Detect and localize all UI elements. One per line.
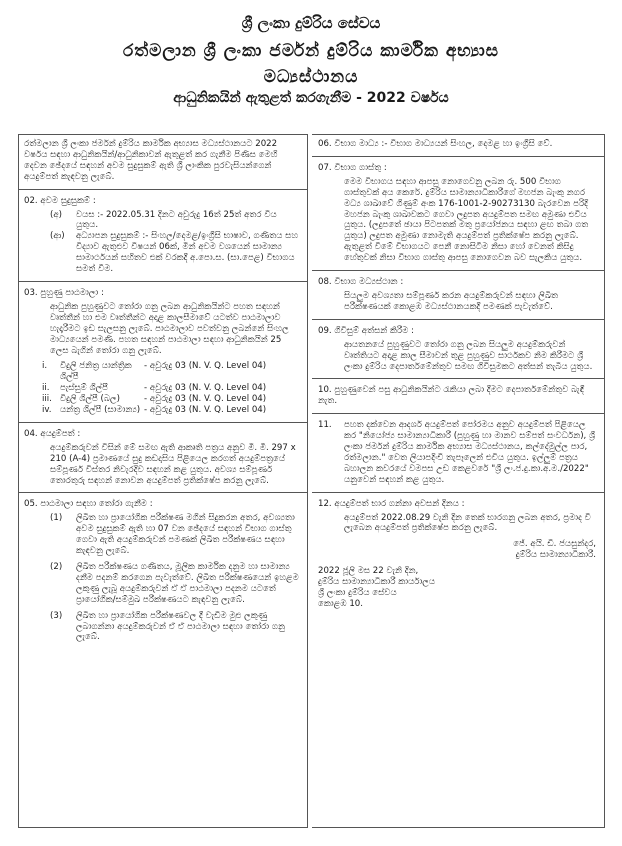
divider xyxy=(312,413,604,414)
clause-text: ලිඛිත පරීක්ෂණය ගණිතය, මූලික කාර්මික දනුම හා සාමාන්‍ය දනීම පදනම් කරගෙන පැවැත්වේ. ලිඛිත පරීක්ෂණයෙන් ඉහළම ලකුණු ලැබූ අයදුම්කරුවන් ඒ ඒ පාඨමාලා පදනම යටතේ ප්‍රායෝගික/සම්මුඛ පරීක්ෂණයට කැඳවනු ලැබේ. xyxy=(76,562,299,605)
section-02-title: 02. අවම සුදුසුකම් : xyxy=(24,195,96,206)
divider xyxy=(312,156,604,157)
divider xyxy=(19,422,307,423)
divider xyxy=(312,378,604,379)
clause-05-1 xyxy=(24,513,301,557)
clause-text: ලිඛිත හා ප්‍රායෝගික පරීක්ෂණවල දී වැඩිම මුළු ලකුණු ලබාගන්නා අයදුම්කරුවන් ඒ ඒ පාඨමාලා සඳහා තෝරා ගනු ලැබේ. xyxy=(76,610,285,643)
clause-text: ලිඛිත හා ප්‍රායෝගික පරීක්ෂණ මගින් සිදුකරන අතර, අවශ්‍යතා අවම සුදුසුකම් ඇති හා 07 වන ඡේදයේ සඳහන් විභාග ගාස්තු ගෙවා ඇති අයදුම්කරුවන් පමණක් ලිඛිත පරීක්ෂණය සඳහා කැඳවනු ලැබේ. xyxy=(76,513,295,557)
section-04-title: 04. අයදුම්පත් : xyxy=(24,428,81,439)
issue-date: 2022 ජූලි මස 22 වැනි දින, xyxy=(318,566,419,577)
clause-05-2 xyxy=(24,562,301,606)
section-12-body: අයදුම්පත් 2022.08.29 වැනි දින තෙක් භාරගනු ලබන අතර, ප්‍රමාද වී ලැබෙන අයදුම්පත් ප්‍රතික්ෂේප කරනු ලැබේ. xyxy=(344,512,591,534)
section-12-title: 12. අයදුම්පත් භාර ගන්නා අවසන් දිනය : xyxy=(318,498,465,509)
section-05-title: 05. පාඨමාලා සඳහා තෝරා ගැනීම : xyxy=(24,499,153,510)
section-06: 06. විභාග මාධ්‍ය :- විභාග මාධ්‍යයන් සිංහල, දෙමළ හා ඉංග්‍රීසි වේ. xyxy=(318,139,553,149)
clause-key: (1) xyxy=(50,513,63,524)
office-line-1: දුම්රිය සාමාන්‍යාධිකාරී කාර්යාලය xyxy=(318,577,436,588)
clause-key: (2) xyxy=(50,562,63,572)
signatory-name: ජේ. අයි. ඩී. ජයසුන්දර, xyxy=(513,539,596,550)
section-04-body: අයදුම්කරුවන් විසින් මේ සමඟ ඇති ආකෘති පත්‍රය අනුව මි. මී. 297 x 210 (A-4) ප්‍රමාණයේ සුදු කඩදාසිය පිළියෙල කරගත් අයදුම්පත්‍රයේ සම්පූර්ණ විස්තර නිවැරදිව සඳහන් කළ යුතුය. අවශ්‍ය සම්පූර්ණ තොරතුරු සඳහන් නොවන අයදුම්පත් ප්‍රතික්ෂේප කරනු ලැබේ. xyxy=(50,442,296,486)
clause-text: අධ්‍යාපන සුදුසුකම් :- සිංහල/දෙමළ/ඉංග්‍රීසි භාෂාව, ගණිතය සහ විද්‍යාව ඇතුළුව විෂයන් 06ක්, මින් අවම වශයෙන් සාමාන්‍ය සාමාර්ථයන් සහිතව එක් වරකදී අ.පො.ස. (සා.පෙළ) විභාගය සමත් වීම. xyxy=(76,231,299,275)
section-11-body: පහත දක්වෙන ආදර්ශ අයදුම්පත් පෝරමය අනුව අයදුම්පත් පිළියෙල කර "නියෝජ්‍ය සාමාන්‍යාධිකාරී (පුහුණු හා මානව සම්පත් සංවර්ධන), ශ්‍රී ලංකා ජර්මන් දුම්රිය කාර්මික අභ්‍යාස මධ්‍යස්ථානය, කල්දේමුල්ල පාර, රත්මලාන." වෙත ලියාපදිංචි තැපෑලෙන් එවිය යුතුය. ඉල්ලුම් පත්‍රය බහාලන කවරයේ වමපස උඩ කෙළවරේ "ශ්‍රී ලං.ජ.දු.කා.අ.ම./2022" යනුවෙන් සඳහන් කළ යුතුය. xyxy=(344,420,596,485)
clause-05-3 xyxy=(24,611,301,644)
section-09-title: 09. ගිවිසුම් අත්සන් කිරීම : xyxy=(318,325,414,336)
clause-key: 11. xyxy=(318,420,332,431)
course-item: i. විදුලි ජනිත්‍ර යාන්ත්‍රික ශිල්පී - අවුරුදු 03 (N. V. Q. Level 04) xyxy=(42,361,267,383)
section-08-body: සියලුම අවශ්‍යතා සම්පූර්ණ කරන අයදුම්කරුවන් සඳහා ලිඛිත පරීක්ෂණයක් කොළඹ මධ්‍යස්ථානයකදී පමණක් පැවැත්වේ. xyxy=(344,290,558,312)
header-line-railway: ශ්‍රී ලංකා දුම්රිය සේවය xyxy=(241,14,381,32)
section-03-body: ආධුනික පුහුණුවට තෝරා ගනු ලබන ආධුනිකයින්ට පහත සඳහන් වෘත්තීන් හා එම වෘත්තීන්ට අදාළ කාලසීමාවේ යටත්ව පාඨමාලාව හැදෑරීමට ඉඩ සැලසනු ලැබේ. පාඨමාලාව පවත්වනු ලබන්නේ සිංහල මාධ්‍යයෙන් පමණි. පහත සඳහන් පාඨමාලා සඳහා ආධුනිකයින් 25 ලෙස බැගින් තෝරා ගනු ලැබේ. xyxy=(50,301,289,356)
divider xyxy=(312,319,604,320)
divider xyxy=(19,189,307,190)
section-07-title: 07. විභාග ගාස්තු : xyxy=(318,162,387,173)
office-line-3: කොළඹ 10. xyxy=(318,598,363,609)
clause-text: වයස :- 2022.05.31 දිනට අවුරුදු 16ත් 25ත් අතර විය යුතුය. xyxy=(76,209,277,231)
clause-key: (ආ) xyxy=(50,231,65,242)
clause-02b xyxy=(24,231,301,275)
section-03-title: 03. පුහුණු පාඨමාලා : xyxy=(24,287,104,298)
page-title: ආධුනිකයින් ඇතුළත් කරගැනීම - 2022 වර්ෂය xyxy=(173,90,449,106)
header-institute-line2: මධ්‍යස්ථානය xyxy=(263,67,359,87)
right-column xyxy=(312,134,605,828)
divider xyxy=(19,492,307,493)
section-10: 10. පුහුණුවෙන් පසු ආධුනිකයින්ට රැකියා ලබා දීමට දෙපාර්තමේන්තුව බැඳී නැත. xyxy=(318,385,584,407)
section-09-body: ආයතනයේ පුහුණුවට තෝරා ගනු ලබන සියලුම අයදුම්කරුවන් වෘත්තියට අදාළ කාල සීමාවන් තුළ පුහුණුව සාර්ථකව නිම කිරීමට ශ්‍රී ලංකා දුම්රිය දෙපාර්තමේන්තුව සමඟ ගිවිසුමකට අත්සන් තැබිය යුතුය. xyxy=(344,339,593,372)
office-line-2: ශ්‍රී ලංකා දුම්රිය සේවය xyxy=(318,588,397,598)
clause-key: (3) xyxy=(50,610,63,621)
course-item: ii. පැස්සුම් ශිල්පී - අවුරුදු 03 (N. V. Q. Level 04) xyxy=(42,383,267,394)
clause-02a xyxy=(24,210,301,232)
section-11 xyxy=(318,420,596,485)
intro-paragraph: රත්මලාන ශ්‍රී ලංකා ජර්මන් දුම්රිය කාර්මික අභ්‍යාස මධ්‍යස්ථානයට 2022 වර්ෂය සඳහා ආධුනිකයින්/ආධුනිකාවන් ඇතුළත් කර ගැනීම පිණිස මෙහි දෙවන ඡේදයේ සඳහන් අවම සුදුසුකම් ඇති ශ්‍රී ලාංකික පුරවැසියන්ගෙන් අයදුම්පත් කැඳවනු ලැබේ. xyxy=(24,139,278,182)
divider xyxy=(312,492,604,493)
header-institute-line1: රත්මලාන ශ්‍රී ලංකා ජර්මන් දුම්රිය කාර්මික අභ්‍යාස xyxy=(123,41,499,61)
divider xyxy=(312,270,604,271)
left-column xyxy=(18,134,308,828)
section-07-body: මෙම විභාගය සඳහා ආපසු නොගෙවනු ලබන රු. 500 විභාග ගාස්තුවක් අය කෙරේ. දුම්රිය සාමාන්‍යාධිකාරීගේ මහජන බැංකු නගර මධ්‍ය ශාඛාවේ ගිණුම් අංක 176-1001-2-90273130 බැරවෙන පරිදි මහජන බැංකු ශාඛාවකට ගෙවා ලදුපත අයදුම්පත සමඟ අමුණා එවිය යුතුය. (ලදුපතේ ඡායා පිටපතක් මතු ප්‍රයෝජනය සඳහා ළඟ තබා ගත යුතුය) ලදුපත අමුණා නොමැති අයදුම්පත් ප්‍රතික්ෂේප කරනු ලැබේ. ඇතුළත් වීමේ විභාගයට පෙනී නොසිටීම නිසා හෝ වෙනත් කිසිදු හේතුවක් නිසා විභාග ගාස්තු ආපසු නොගෙවන බව සැලකිය යුතුය. xyxy=(344,176,589,264)
divider xyxy=(19,281,307,282)
header-institute xyxy=(0,38,622,90)
course-item: iv. යන්ත්‍ර ශිල්පී (සාමාන්‍ය) - අවුරුදු 03 (N. V. Q. Level 04) xyxy=(42,405,267,416)
course-item: iii. විදුලි ශිල්පී (බල) - අවුරුදු 03 (N. V. Q. Level 04) xyxy=(42,394,267,405)
clause-key: (අ) xyxy=(50,209,62,220)
signatory-title: දුම්රිය සාමාන්‍යාධිකාරී. xyxy=(515,550,596,561)
section-08-title: 08. විභාග මධ්‍යස්ථාන : xyxy=(318,277,404,288)
